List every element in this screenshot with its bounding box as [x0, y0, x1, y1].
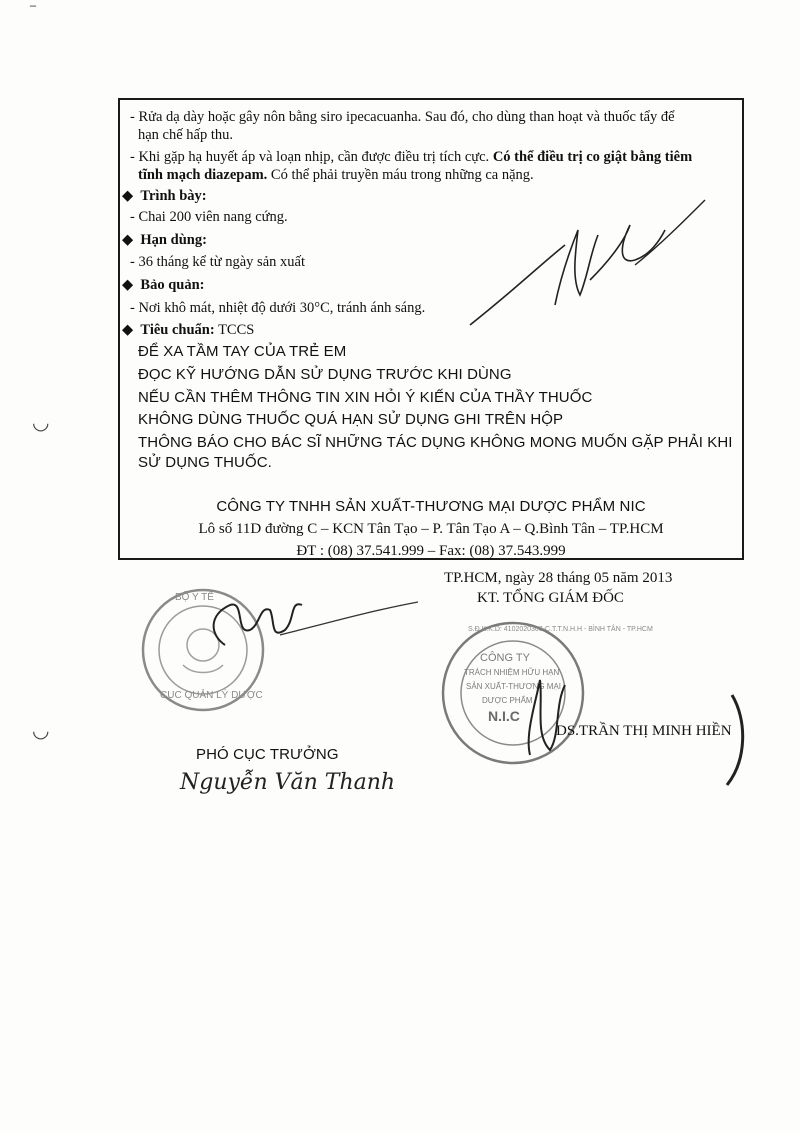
signer-title: KT. TỔNG GIÁM ĐỐC	[477, 590, 624, 606]
place-date: TP.HCM, ngày 28 tháng 05 năm 2013	[444, 570, 673, 586]
signer-name: DS.TRẦN THỊ MINH HIỀN	[556, 723, 732, 739]
bullet-icon: ◆	[122, 322, 134, 338]
bullet-icon: ◆	[122, 188, 134, 204]
stamp-right-ring-text: S.Đ.K.K.D: 4102020303-C.T.T.N.H.H - BÌNH TÂN - TP.HCM	[468, 626, 653, 633]
section-storage-content: - Nơi khô mát, nhiệt độ dưới 30°C, tránh ánh sáng.	[130, 300, 426, 316]
body-line-3-normal: - Khi gặp hạ huyết áp và loạn nhịp, cần được điều trị tích cực.	[130, 149, 490, 165]
body-line-1: - Rửa dạ dày hoặc gây nôn bằng siro ipecacuanha. Sau đó, cho dùng than hoạt và thuốc tẩy để	[130, 109, 675, 125]
scan-mark-left-2: ◡	[32, 718, 50, 742]
deputy-name: Nguyễn Văn Thanh	[180, 770, 396, 795]
warning-6: SỬ DỤNG THUỐC.	[138, 454, 272, 471]
section-presentation-heading: ◆ Trình bày:	[122, 188, 207, 204]
deputy-title: PHÓ CỤC TRƯỞNG	[196, 746, 339, 763]
section-storage-heading: ◆ Bảo quản:	[122, 277, 205, 293]
section-expiry-heading: ◆ Hạn dùng:	[122, 232, 207, 248]
stamp-right-line-4: DƯỢC PHẨM	[482, 696, 533, 705]
scan-mark-left-1: ◡	[32, 410, 50, 434]
stamp-right-line-3: SẢN XUẤT-THƯƠNG MẠI	[466, 682, 562, 691]
bullet-icon: ◆	[122, 277, 134, 293]
body-line-4-bold: tĩnh mạch diazepam.	[138, 167, 268, 183]
stamp-right-line-2: TRÁCH NHIỆM HỮU HẠN	[464, 668, 560, 677]
scan-mark-top-left: ‾	[30, 4, 36, 18]
warning-4: KHÔNG DÙNG THUỐC QUÁ HẠN SỬ DỤNG GHI TRÊN HỘP	[138, 411, 564, 428]
section-presentation-content: - Chai 200 viên nang cứng.	[130, 209, 288, 225]
stamp-left-top-text: BỘ Y TẾ	[175, 592, 214, 603]
signature-top-right	[460, 185, 710, 335]
warning-1: ĐỂ XA TẦM TAY CỦA TRẺ EM	[138, 343, 347, 360]
company-phone: ĐT : (08) 37.541.999 – Fax: (08) 37.543.999	[296, 543, 566, 559]
signature-deputy	[190, 580, 420, 670]
company-name: CÔNG TY TNHH SẢN XUẤT-THƯƠNG MẠI DƯỢC PHẨM NIC	[216, 498, 646, 515]
stamp-right-line-1: CÔNG TY	[480, 652, 530, 664]
warning-5: THÔNG BÁO CHO BÁC SĨ NHỮNG TÁC DỤNG KHÔNG MONG MUỐN GẶP PHẢI KHI	[138, 434, 733, 451]
section-standard-heading: ◆ Tiêu chuẩn: TCCS	[122, 322, 255, 338]
body-line-3	[130, 148, 692, 166]
company-address: Lô số 11D đường C – KCN Tân Tạo – P. Tân Tạo A – Q.Bình Tân – TP.HCM	[198, 521, 664, 537]
stamp-left-bottom-text: CỤC QUẢN LÝ DƯỢC	[160, 690, 263, 701]
body-line-4	[138, 166, 534, 184]
signature-director	[505, 665, 585, 765]
warning-2: ĐỌC KỸ HƯỚNG DẪN SỬ DỤNG TRƯỚC KHI DÙNG	[138, 366, 512, 383]
section-expiry-content: - 36 tháng kể từ ngày sản xuất	[130, 254, 305, 270]
edge-artifact-right	[712, 690, 752, 790]
section-standard-value: TCCS	[218, 322, 255, 338]
warning-3: NẾU CẦN THÊM THÔNG TIN XIN HỎI Ý KIẾN CỦA THẦY THUỐC	[138, 389, 593, 406]
body-line-4-normal: Có thể phải truyền máu trong những ca nặng.	[270, 167, 534, 183]
bullet-icon: ◆	[122, 232, 134, 248]
stamp-right-line-5: N.I.C	[488, 708, 520, 724]
body-line-3-bold: Có thể điều trị co giật bằng tiêm	[492, 149, 693, 165]
body-line-2: hạn chế hấp thu.	[138, 127, 234, 143]
